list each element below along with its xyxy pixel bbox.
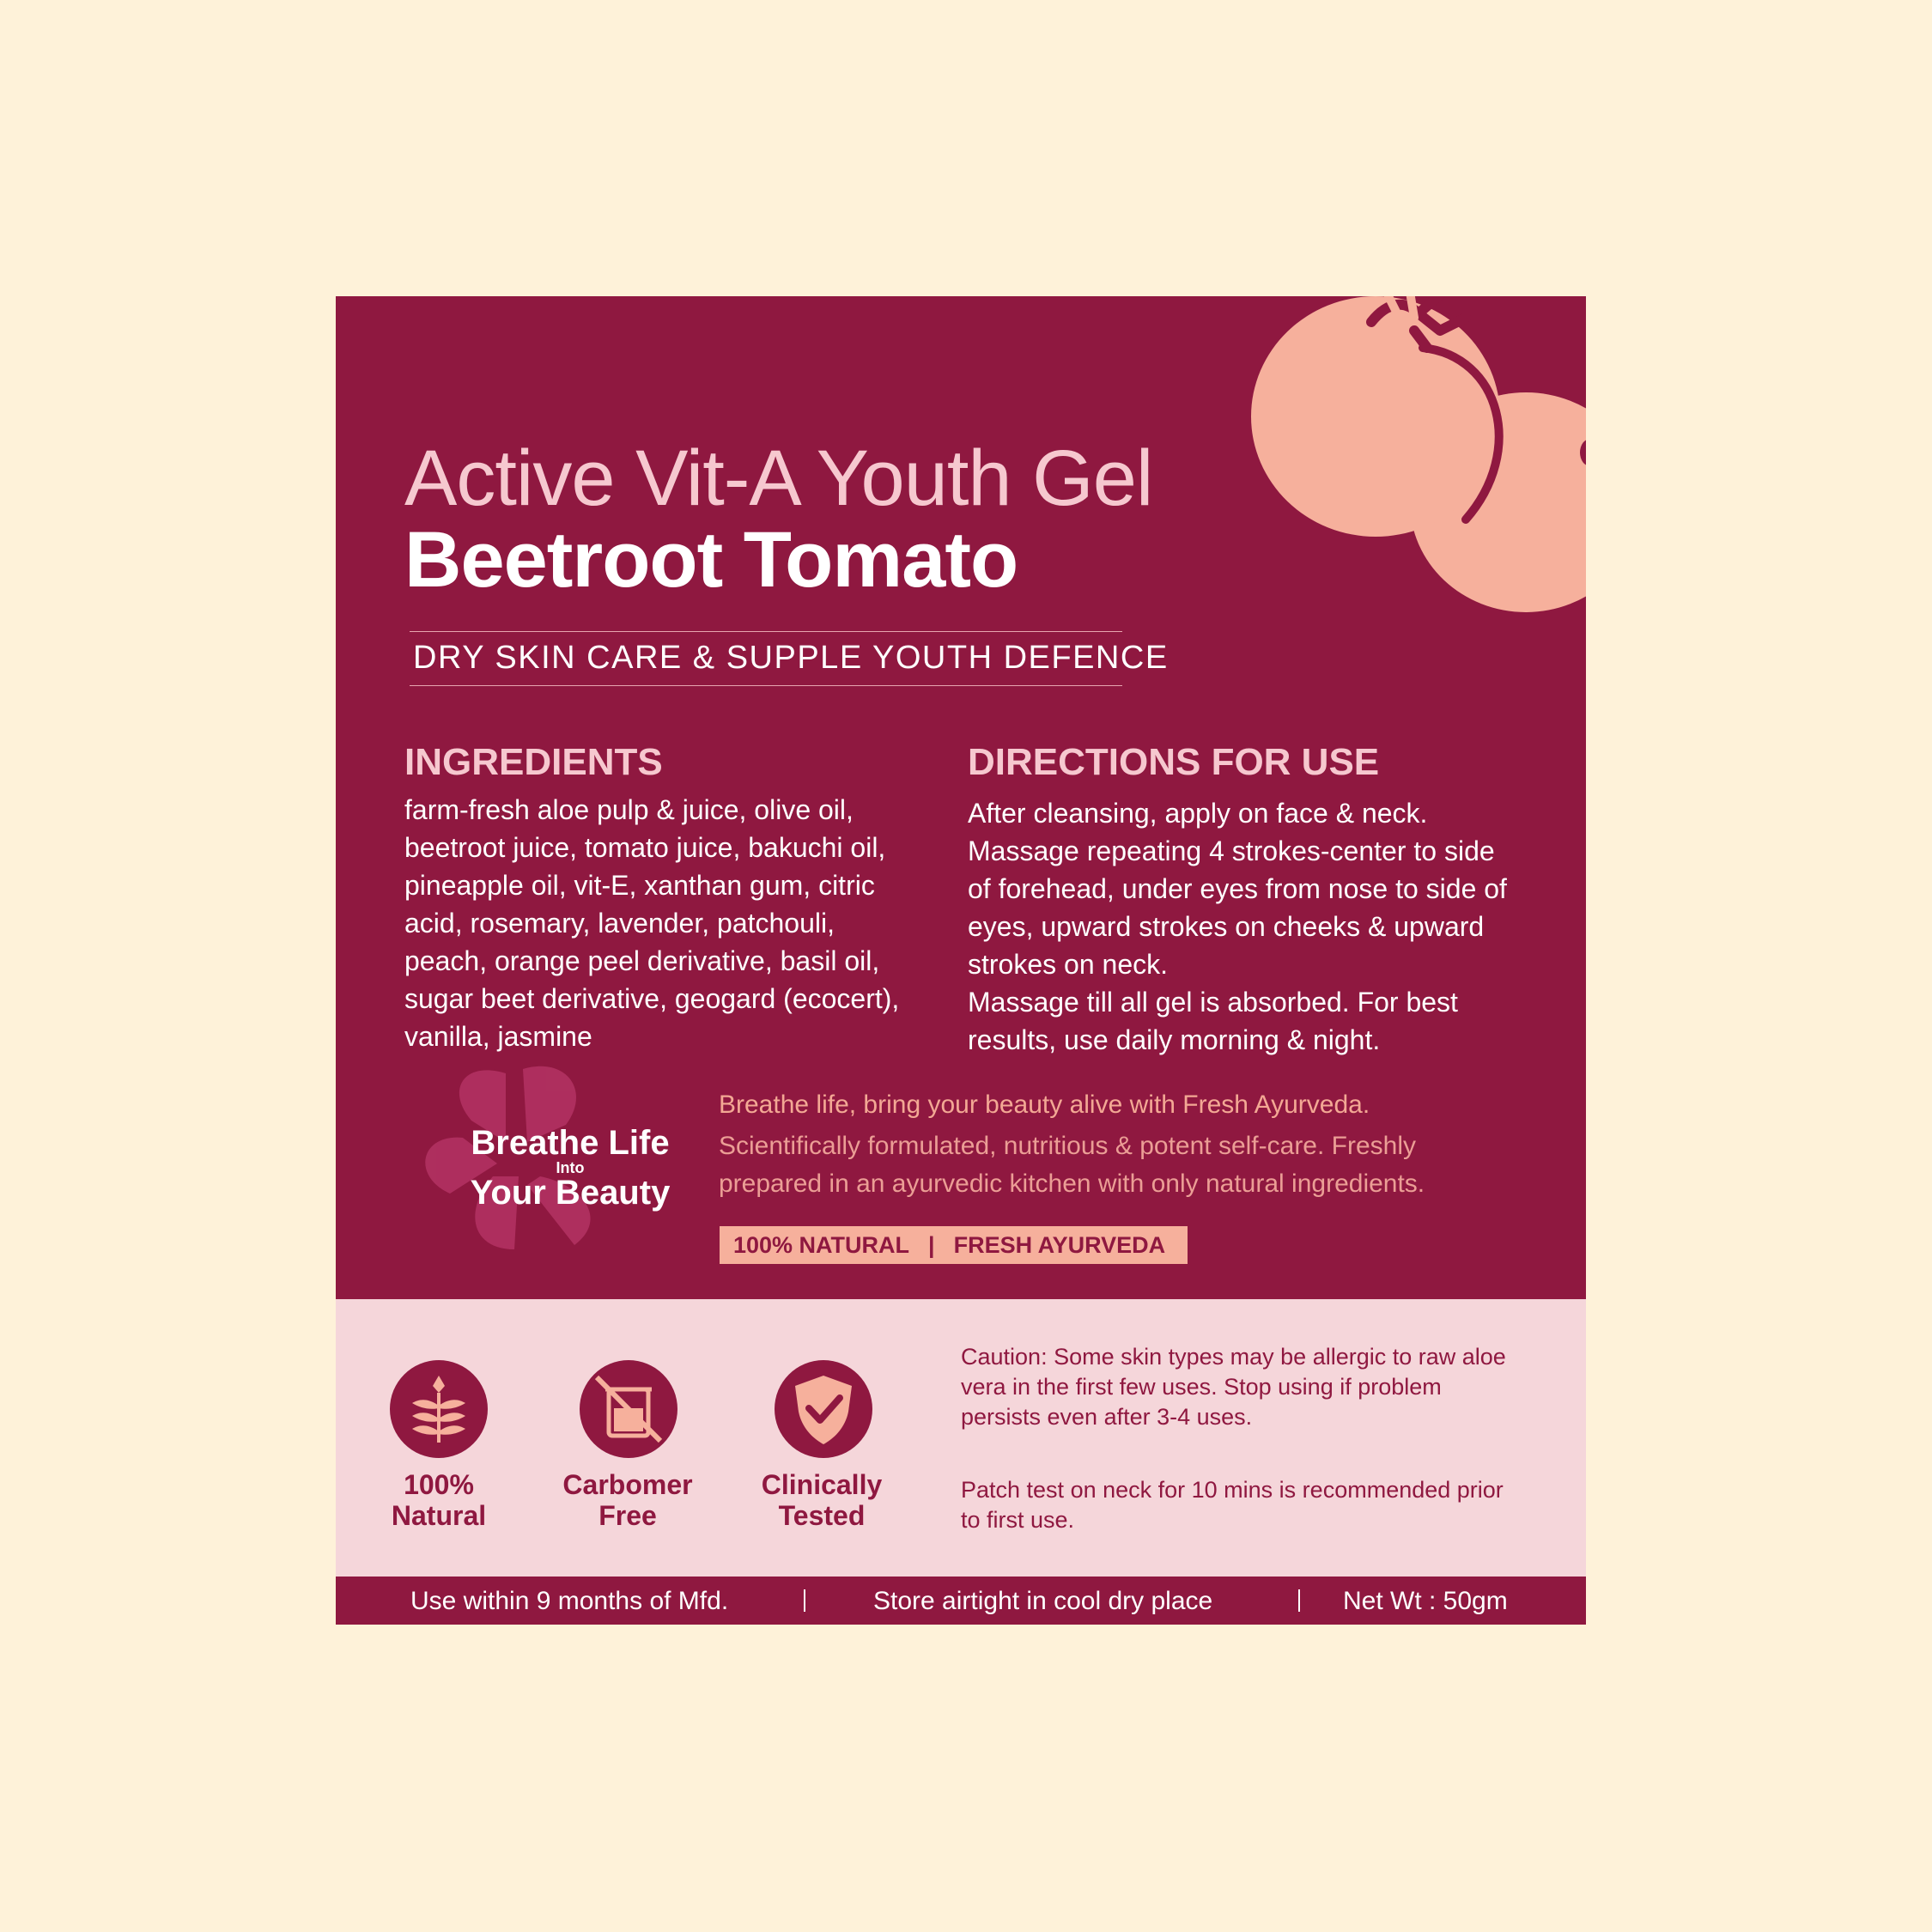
footer-divider-1 <box>804 1589 805 1612</box>
tagline-rule-bottom <box>410 685 1122 686</box>
directions-paragraph-1: After cleansing, apply on face & neck. Massage repeating 4 strokes-center to side of forehead, under eyes from nose to side of eyes, upward strokes on cheeks & upward strokes on neck. <box>968 798 1507 980</box>
footer-divider-2 <box>1298 1589 1300 1612</box>
product-label <box>336 296 1586 1625</box>
footer-net-weight: Net Wt : 50gm <box>1343 1587 1508 1615</box>
footer-storage: Store airtight in cool dry place <box>873 1587 1213 1615</box>
directions-heading: DIRECTIONS FOR USE <box>968 741 1380 783</box>
tomato-illustration-icon <box>1242 296 1586 623</box>
ingredients-text <box>404 791 911 1055</box>
ingredients-heading: INGREDIENTS <box>404 741 663 783</box>
label-footer <box>336 1577 1586 1625</box>
feature-carbomer-line2: Free <box>598 1500 657 1531</box>
caution-patch-test: Patch test on neck for 10 mins is recommended prior to first use. <box>961 1477 1504 1533</box>
product-tagline: DRY SKIN CARE & SUPPLE YOUTH DEFENCE <box>413 640 1169 676</box>
brand-mark-line1: Breathe Life <box>471 1124 670 1162</box>
feature-natural-line2: Natural <box>391 1500 487 1531</box>
tagline-rule-top <box>410 631 1122 632</box>
product-title-line2: Beetroot Tomato <box>404 516 1018 604</box>
directions-text <box>968 794 1509 1059</box>
badge-separator: | <box>928 1231 935 1258</box>
brand-mark-text <box>463 1125 677 1211</box>
no-beaker-icon <box>578 1358 679 1460</box>
caution-warning: Caution: Some skin types may be allergic to raw aloe vera in the first few uses. Stop using if problem persists even after 3-4 uses. <box>961 1344 1506 1430</box>
brand-mark-line3: Your Beauty <box>470 1174 671 1212</box>
feature-clinical-label <box>736 1469 908 1531</box>
badge-natural: 100% NATURAL <box>733 1231 910 1258</box>
feature-carbomer-line1: Carbomer <box>562 1469 693 1500</box>
leaf-sprig-icon <box>388 1358 489 1460</box>
promo-body: Scientifically formulated, nutritious & potent self-care. Freshly prepared in an ayurvedic kitchen with only natural ingredients. <box>719 1132 1425 1198</box>
caution-text <box>961 1342 1510 1535</box>
badge-fresh-ayurveda: FRESH AYURVEDA <box>953 1231 1166 1258</box>
feature-clinical-line2: Tested <box>778 1500 866 1531</box>
ingredients-list: farm-fresh aloe pulp & juice, olive oil, beetroot juice, tomato juice, bakuchi oil, pineapple oil, vit-E, xanthan gum, citric acid, rosemary, lavender, patchouli, peach, orange peel derivative, basil oil, sugar beet derivative, geogard (ecocert), vanilla, jasmine <box>404 794 900 1052</box>
feature-natural-label <box>353 1469 525 1531</box>
feature-clinical-line1: Clinically <box>761 1469 883 1500</box>
directions-paragraph-2: Massage till all gel is absorbed. For best results, use daily morning & night. <box>968 987 1458 1055</box>
promo-headline: Breathe life, bring your beauty alive with Fresh Ayurveda. <box>719 1091 1370 1119</box>
feature-carbomer-label <box>542 1469 714 1531</box>
product-title-line1: Active Vit-A Youth Gel <box>404 434 1153 522</box>
feature-natural-line1: 100% <box>404 1469 474 1500</box>
promo-badge <box>720 1226 1188 1264</box>
brand-mark-line2: Into <box>556 1159 585 1176</box>
shield-check-icon <box>773 1358 874 1460</box>
footer-shelf-life: Use within 9 months of Mfd. <box>410 1587 729 1615</box>
